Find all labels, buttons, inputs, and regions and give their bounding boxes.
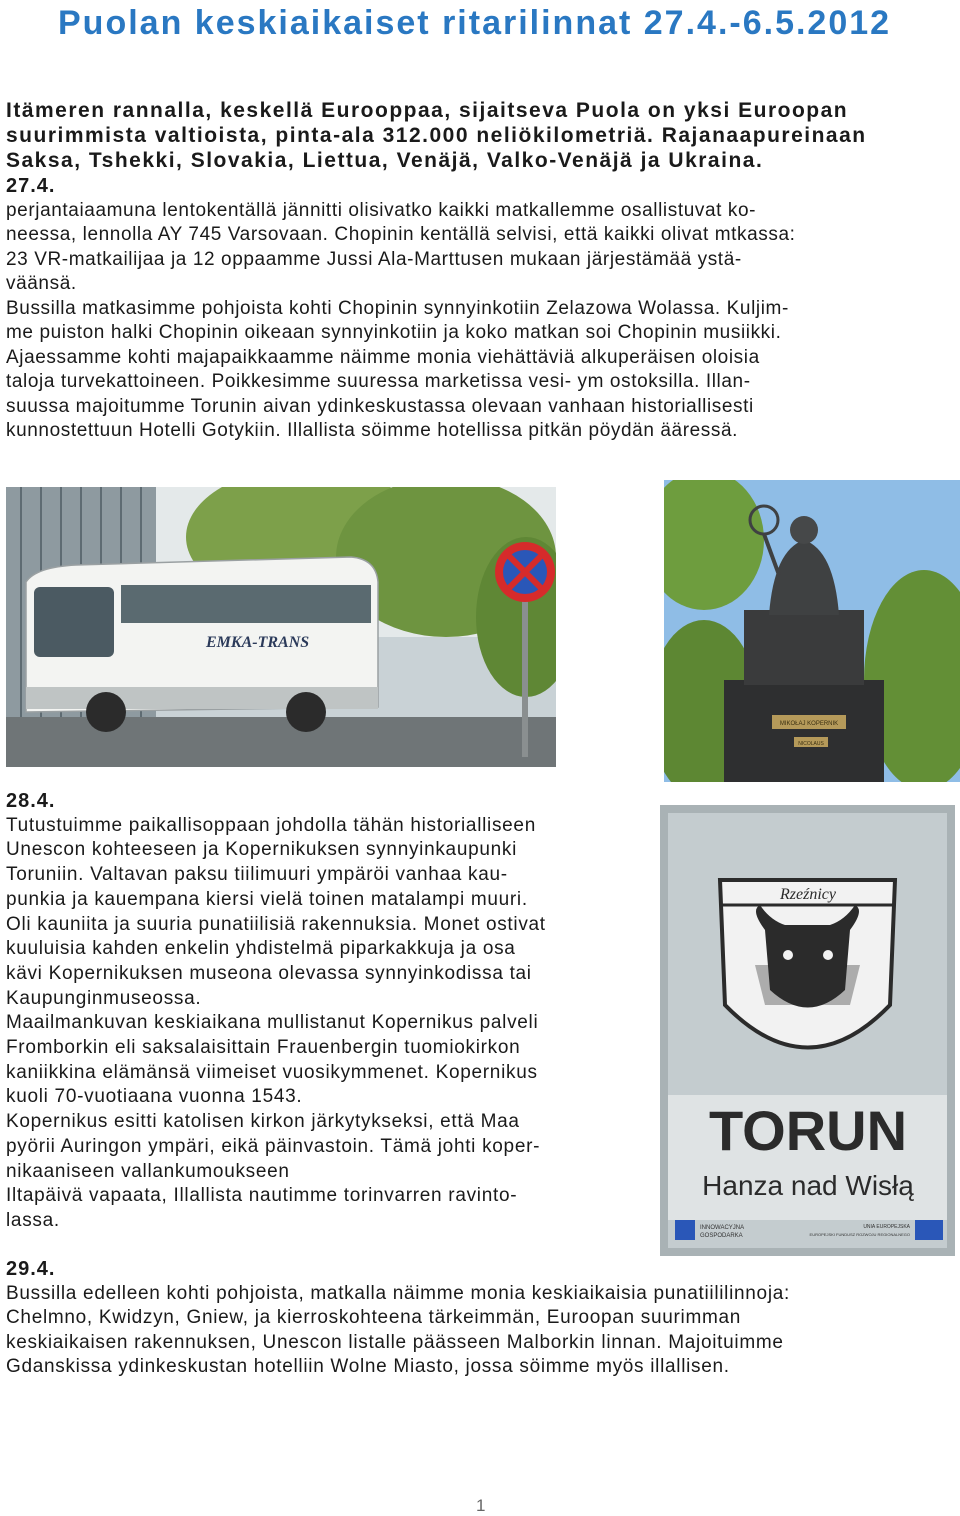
poster-logo-left: INNOWACYJNA bbox=[700, 1225, 745, 1231]
day2-line: nikaaniseen vallankumoukseen bbox=[6, 1160, 290, 1182]
day1-line: kunnostettuun Hotelli Gotykiin. Illallista söimme hotellissa pitkän pöydän ääressä. bbox=[6, 420, 739, 441]
day2-date: 28.4. bbox=[6, 790, 56, 812]
day3-date: 29.4. bbox=[6, 1258, 56, 1280]
day2-line: Kaupunginmuseossa. bbox=[6, 987, 202, 1009]
day1-line: suussa majoitumme Torunin aivan ydinkeskustassa olevaan vanhaan historiallisesti bbox=[6, 395, 754, 417]
day1-line: Bussilla matkasimme pohjoista kohti Chopinin synnyinkotiin Zelazowa Wolassa. Kuljim- bbox=[6, 297, 789, 319]
day1-line: väänsä. bbox=[6, 273, 77, 294]
day1-line: Ajaessamme kohti majapaikkaamme näimme monia viehättäviä alkuperäisen oloisia bbox=[6, 346, 760, 368]
day2-line: Kopernikus esitti katolisen kirkon järkytykseksi, että Maa bbox=[6, 1111, 520, 1133]
day2-section bbox=[6, 789, 656, 1234]
bus-photo bbox=[6, 487, 556, 767]
day2-line: Oli kauniita ja suuria punatiilisiä rakennuksia. Monet ostivat bbox=[6, 913, 546, 935]
copernicus-statue-photo bbox=[664, 480, 960, 782]
day1-section bbox=[6, 174, 951, 444]
poster-city-text: TORUN bbox=[708, 1099, 908, 1162]
poster-subtitle-text: Hanza nad Wisłą bbox=[702, 1170, 914, 1201]
day2-line: Unescon kohteeseen ja Kopernikuksen synnyinkaupunki bbox=[6, 839, 518, 861]
statue-plaque-text-2: NICOLAUS bbox=[798, 741, 824, 747]
day1-line: taloja turvekattoineen. Poikkesimme suuressa marketissa vesi- ym ostoksilla. Illan- bbox=[6, 371, 751, 392]
bus-logo-text: EMKA-TRANS bbox=[206, 634, 310, 651]
day2-line: Maailmankuvan keskiaikana mullistanut Kopernikus palveli bbox=[6, 1012, 539, 1034]
day1-line: perjantaiaamuna lentokentällä jännitti olisivatko kaikki matkallemme osallistuvat ko- bbox=[6, 199, 757, 221]
day1-date: 27.4. bbox=[6, 175, 56, 197]
day2-line: lassa. bbox=[6, 1209, 60, 1231]
day2-line: Iltapäivä vapaata, Illallista nautimme torinvarren ravinto- bbox=[6, 1185, 518, 1207]
day1-line: neessa, lennolla AY 745 Varsovaan. Chopinin kentällä selvisi, että kaikki olivat mtkassa: bbox=[6, 224, 796, 245]
intro-line: Itämeren rannalla, keskellä Eurooppaa, sijaitseva Puola on yksi Euroopan bbox=[6, 99, 849, 122]
day3-section bbox=[6, 1257, 951, 1380]
day2-line: Fromborkin eli saksalaisittain Frauenbergin tuomiokirkon bbox=[6, 1037, 521, 1059]
day2-line: Toruniin. Valtavan paksu tiilimuuri ympäröi vanhaa kau- bbox=[6, 864, 508, 886]
intro-line: suurimmista valtioista, pinta-ala 312.000 neliökilometriä. Rajanaapureinaan bbox=[6, 124, 867, 147]
page-number: 1 bbox=[476, 1496, 486, 1515]
day3-line: Gdanskissa ydinkeskustan hotelliin Wolne Miasto, jossa söimme myös illallisen. bbox=[6, 1356, 730, 1377]
intro-paragraph bbox=[6, 98, 946, 173]
day2-line: kävi Kopernikuksen museona olevassa synnyinkodissa tai bbox=[6, 962, 532, 984]
poster-logo-right-2: EUROPEJSKI FUNDUSZ ROZWOJU REGIONALNEGO bbox=[809, 1232, 910, 1237]
intro-line: Saksa, Tshekki, Slovakia, Liettua, Venäjä, Valko-Venäjä ja Ukraina. bbox=[6, 149, 764, 172]
poster-logo-left-2: GOSPODARKA bbox=[700, 1233, 743, 1239]
day3-line: Chelmno, Kwidzyn, Gniew, ja kierroskohteena tärkeimmän, Euroopan suurimman bbox=[6, 1307, 742, 1328]
day1-line: 23 VR-matkailijaa ja 12 oppaamme Jussi Ala-Marttusen mukaan järjestämää ystä- bbox=[6, 248, 742, 270]
page-title: Puolan keskiaikaiset ritarilinnat 27.4.-6.5.2012 bbox=[58, 4, 892, 42]
day3-line: keskiaikaisen rakennuksen, Unescon listalle päässeen Malborkin linnan. Majoituimme bbox=[6, 1331, 784, 1353]
day2-line: pyörii Auringon ympäri, eikä päinvastoin. Tämä johti koper- bbox=[6, 1135, 541, 1157]
day2-line: punkia ja kauempana kiersi vielä toinen matalampi muuri. bbox=[6, 888, 528, 910]
poster-crest-text: Rzeźnicy bbox=[780, 886, 836, 903]
torun-poster-photo bbox=[660, 805, 955, 1256]
statue-plaque-text: MIKOŁAJ KOPERNIK bbox=[779, 721, 839, 727]
day2-line: kaniikkina elämänsä viimeiset vuosikymmenet. Kopernikus bbox=[6, 1061, 538, 1083]
day2-line: Tutustuimme paikallisoppaan johdolla tähän historialliseen bbox=[6, 814, 536, 836]
day1-line: me puiston halki Chopinin oikeaan synnyinkotiin ja koko matkan soi Chopinin musiikki. bbox=[6, 322, 782, 343]
day2-line: kuoli 70-vuotiaana vuonna 1543. bbox=[6, 1086, 303, 1108]
day3-line: Bussilla edelleen kohti pohjoista, matkalla näimme monia keskiaikaisia punatiililinnoja: bbox=[6, 1282, 790, 1304]
day2-line: kuuluisia kahden enkelin yhdistelmä piparkakkuja ja osa bbox=[6, 938, 516, 960]
poster-logo-right: UNIA EUROPEJSKA bbox=[863, 1224, 910, 1230]
